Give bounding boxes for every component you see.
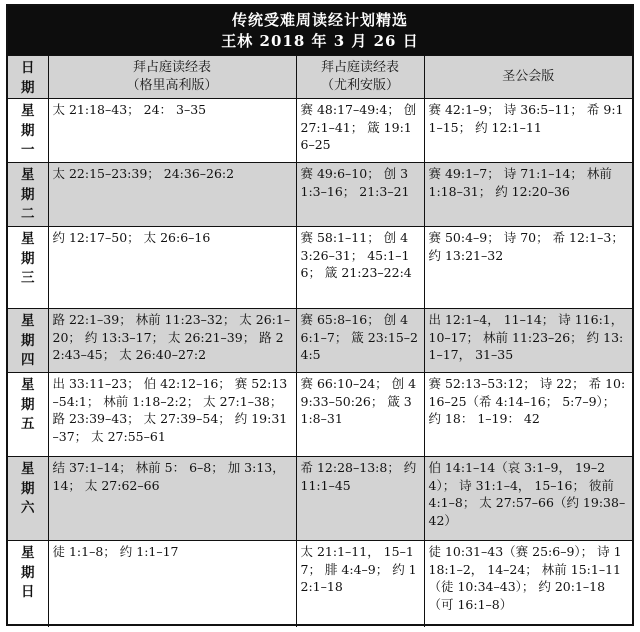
reading-cell: 约 12:17–50； 太 26:6–16 [48,227,296,309]
reading-cell: 太 21:18–43； 24： 3–35 [48,99,296,163]
table-row-tuesday [8,163,632,227]
day-cell: 星 期 五 [8,373,48,457]
reading-cell: 太 22:15–23:39； 24:36–26:2 [48,163,296,227]
reading-cell: 路 22:1–39； 林前 11:23–32； 太 26:1–20； 约 13:3–17； 太 26:21–39； 路 22:43–45； 太 26:40–27:2 [48,309,296,373]
reading-cell: 出 33:11–23； 伯 42:12–16； 赛 52:13–54:1； 林前 1:18–2:2； 太 27:1–38； 路 23:39–43； 太 27:39–54； 约 19:31–37； 太 27:55–61 [48,373,296,457]
reading-cell: 太 21:1–11， 15–17； 腓 4:4–9； 约 12:1–18 [296,541,424,627]
table-row-friday [8,373,632,457]
reading-cell: 希 12:28–13:8； 约 11:1–45 [296,457,424,541]
reading-cell: 赛 49:1–7； 诗 71:1–14； 林前 1:18–31； 约 12:20–36 [424,163,632,227]
day-cell: 星 期 三 [8,227,48,309]
reading-cell: 赛 52:13–53:12； 诗 22； 希 10:16–25（希 4:14–16； 5:7–9）； 约 18： 1–19： 42 [424,373,632,457]
day-cell: 星 期 日 [8,541,48,627]
day-cell: 星 期 二 [8,163,48,227]
reading-cell: 赛 65:8–16； 创 46:1–7； 箴 23:15–24:5 [296,309,424,373]
header-byzantine-julian: 拜占庭读经表 （尤利安版） [296,56,424,99]
reading-cell: 徒 10:31–43（赛 25:6–9）； 诗 118:1–2， 14–24； 林前 15:1–11（徒 10:34–43）； 约 20:1–18（可 16:1–8） [424,541,632,627]
reading-cell: 出 12:1–4， 11–14； 诗 116:1， 10–17； 林前 11:23–26； 约 13:1–17， 31–35 [424,309,632,373]
reading-cell: 赛 58:1–11； 创 43:26–31； 45:1–16； 箴 21:23–22:4 [296,227,424,309]
reading-plan-document [6,4,634,626]
table-row-sunday [8,541,632,627]
day-cell: 星 期 六 [8,457,48,541]
table-row-wednesday [8,227,632,309]
reading-cell: 伯 14:1–14（哀 3:1–9， 19–24）； 诗 31:1–4， 15–16； 彼前 4:1–8； 太 27:57–66（约 19:38–42） [424,457,632,541]
table-row-saturday [8,457,632,541]
reading-cell: 赛 50:4–9； 诗 70； 希 12:1–3； 约 13:21–32 [424,227,632,309]
reading-cell: 赛 66:10–24； 创 49:33–50:26； 箴 31:8–31 [296,373,424,457]
table-row-thursday [8,309,632,373]
header-byzantine-gregorian: 拜占庭读经表 （格里高利版） [48,56,296,99]
table-row-monday [8,99,632,163]
reading-cell: 赛 42:1–9； 诗 36:5–11； 希 9:11–15； 约 12:1–11 [424,99,632,163]
day-cell: 星 期 四 [8,309,48,373]
day-cell: 星 期 一 [8,99,48,163]
reading-cell: 徒 1:1–8； 约 1:1–17 [48,541,296,627]
title-bar [8,6,632,56]
header-day: 日 期 [8,56,48,99]
table-header-row [8,56,632,99]
reading-cell: 结 37:1–14； 林前 5： 6–8； 加 3:13， 14； 太 27:62–66 [48,457,296,541]
reading-cell: 赛 49:6–10； 创 31:3–16； 21:3–21 [296,163,424,227]
document-title: 传统受难周读经计划精选 [231,11,408,29]
document-subtitle: 王林 2018 年 3 月 26 日 [221,32,419,50]
reading-cell: 赛 48:17–49:4； 创 27:1–41； 箴 19:16–25 [296,99,424,163]
reading-table [8,56,632,627]
header-anglican: 圣公会版 [424,56,632,99]
